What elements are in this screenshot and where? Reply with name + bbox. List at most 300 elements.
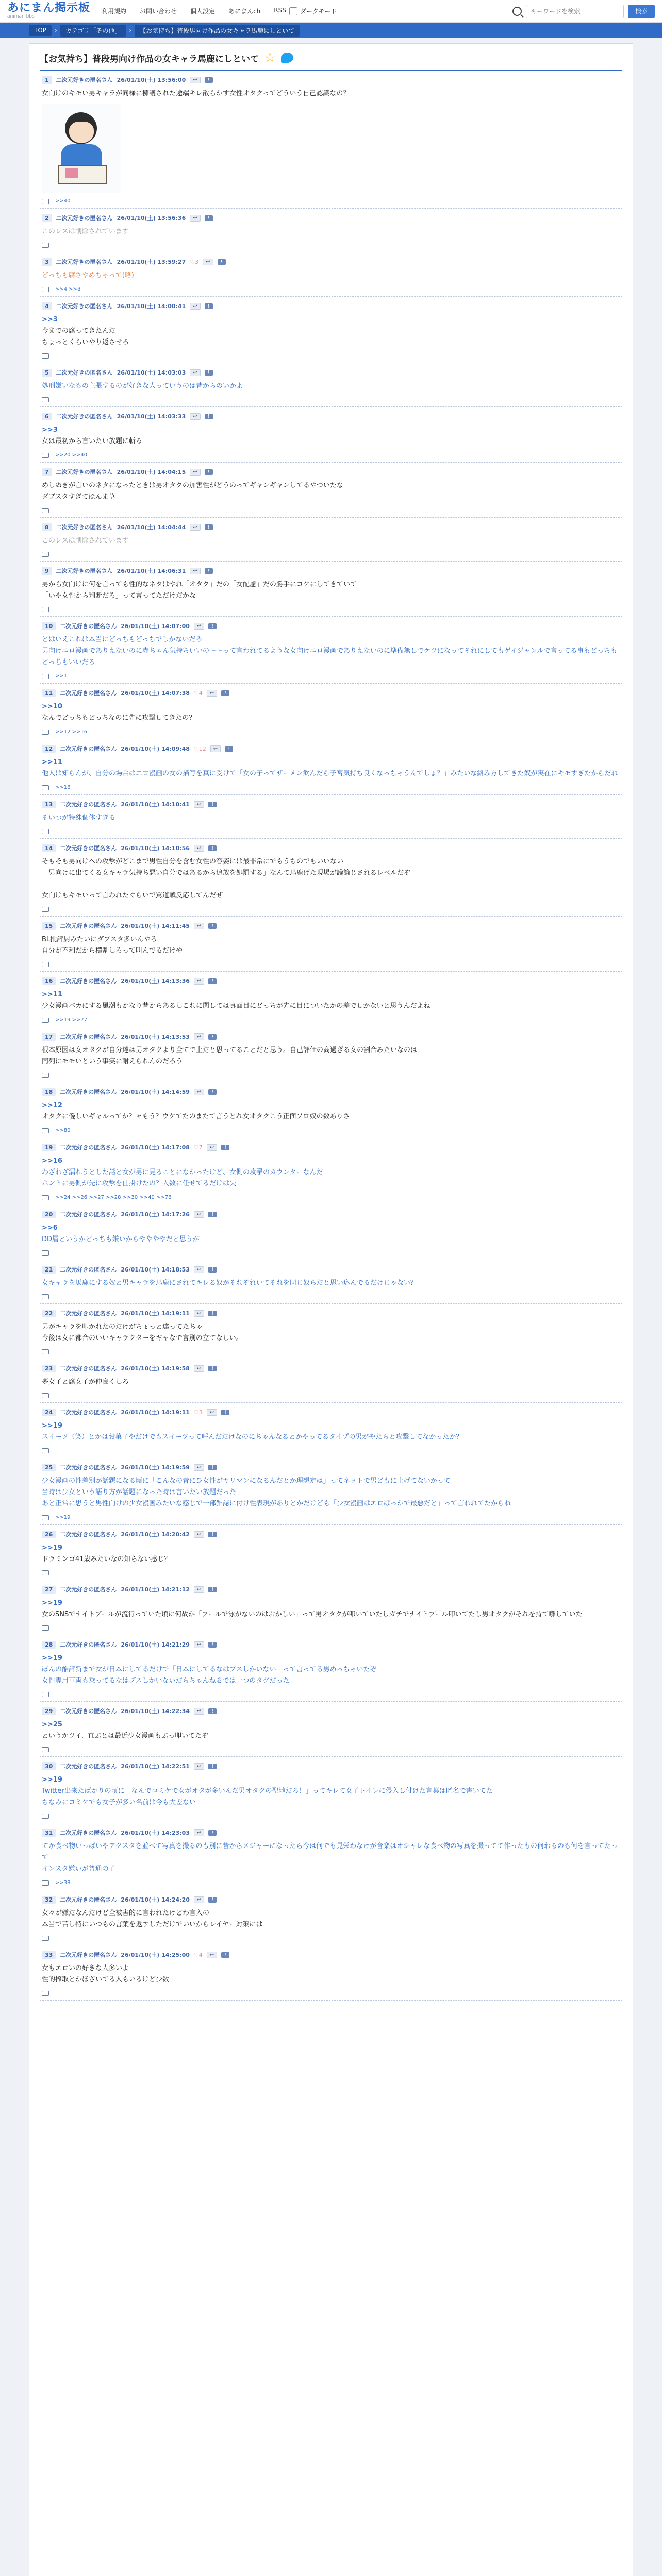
reply-count-icon (42, 1294, 49, 1299)
report-button[interactable]: ! (208, 1642, 217, 1648)
reply-count-icon (42, 1018, 49, 1023)
post-number[interactable]: 31 (42, 1829, 56, 1837)
post-author: 二次元好きの匿名さん (60, 1641, 117, 1648)
post (40, 297, 622, 363)
post-text-line: というかツイ、直ぶとは最近少女漫画もぶっ叩いてたぞ (42, 1732, 209, 1740)
post-author: 二次元好きの匿名さん (60, 923, 117, 929)
reply-links[interactable]: >>4 >>8 (55, 286, 81, 292)
post-text-line: このレスは削除されています (42, 228, 129, 235)
post (40, 1082, 622, 1138)
post-body (42, 812, 620, 824)
post-text-line: 夢女子と腐女子が仲良くしろ (42, 1378, 129, 1386)
reply-links[interactable]: >>19 (55, 1515, 71, 1520)
post (40, 1823, 622, 1890)
post-number[interactable]: 5 (42, 369, 52, 377)
post-body (42, 270, 620, 281)
post-header (42, 689, 620, 697)
post (40, 1635, 622, 1702)
post-header (42, 368, 620, 377)
post-body (42, 856, 620, 902)
reply-button[interactable]: ↩ (194, 1211, 204, 1218)
report-button[interactable]: ! (208, 1212, 217, 1217)
reply-button[interactable]: ↩ (194, 845, 204, 852)
reply-count-icon (42, 1991, 49, 1996)
thread-title-row (40, 51, 622, 71)
post-date: 26/01/10(土) 14:04:44 (117, 524, 186, 531)
post-header (42, 1143, 620, 1151)
illustration-face (69, 122, 94, 143)
post-date: 26/01/10(土) 14:19:11 (121, 1409, 190, 1416)
post-text-line: そもそも男向けへの攻撃がどこまで男性自分を含む女性の容姿には最非常にでもうちのでもいいない (42, 858, 344, 866)
post-body (42, 1377, 620, 1388)
post-body (42, 701, 620, 724)
post (40, 363, 622, 407)
reply-button[interactable]: ↩ (194, 923, 204, 929)
post-date: 26/01/10(土) 14:19:11 (121, 1310, 190, 1317)
post-footer (42, 452, 620, 458)
reply-button[interactable]: ↩ (194, 1708, 204, 1715)
like-count[interactable]: ♡3 (190, 258, 199, 265)
post-list (40, 71, 622, 2001)
report-button[interactable]: ! (205, 303, 213, 309)
reply-count-icon (42, 1448, 49, 1453)
post-number[interactable]: 2 (42, 214, 52, 222)
reply-button[interactable]: ↩ (194, 1310, 204, 1317)
post-author: 二次元好きの匿名さん (60, 1310, 117, 1317)
post-header (42, 1210, 620, 1218)
post (40, 1525, 622, 1580)
reply-button[interactable]: ↩ (190, 469, 200, 476)
post-number[interactable]: 33 (42, 1951, 56, 1959)
post-author: 二次元好きの匿名さん (60, 1211, 117, 1218)
reply-links[interactable]: >>20 >>40 (55, 452, 88, 458)
post-header (42, 922, 620, 930)
reply-links[interactable]: >>38 (55, 1880, 71, 1886)
post-text-line: DD層というかどっちも嫌いからややややだと思うが (42, 1235, 200, 1243)
reply-anchor[interactable]: >>11 (42, 758, 62, 766)
search-icon[interactable] (512, 7, 522, 16)
reply-count-icon (42, 1128, 49, 1133)
post-footer (42, 1625, 620, 1631)
reply-button[interactable]: ↩ (194, 1531, 204, 1538)
report-button[interactable]: ! (205, 469, 213, 475)
post-footer (42, 1448, 620, 1453)
reply-button[interactable]: ↩ (194, 1829, 204, 1836)
post-number[interactable]: 11 (42, 689, 56, 697)
post-body (42, 535, 620, 547)
search-button[interactable]: 検索 (628, 5, 655, 18)
reply-count-icon (42, 1880, 49, 1886)
post-number[interactable]: 27 (42, 1586, 56, 1594)
post (40, 407, 622, 463)
post-footer (42, 1294, 620, 1299)
post-date: 26/01/10(土) 14:10:56 (121, 845, 190, 852)
post-author: 二次元好きの匿名さん (60, 1531, 117, 1538)
report-button[interactable]: ! (205, 215, 213, 221)
report-button[interactable]: ! (208, 1034, 217, 1040)
post-author: 二次元好きの匿名さん (60, 1365, 117, 1372)
post (40, 1205, 622, 1260)
post-date: 26/01/10(土) 14:14:59 (121, 1089, 190, 1095)
post-text-line: 女キャラを馬鹿にする奴と男キャラを馬鹿にされてキレる奴がそれぞれいてそれを同じ奴らだと思い込んでるだけじゃない？ (42, 1279, 417, 1287)
post-header (42, 1408, 620, 1416)
reply-button[interactable]: ↩ (207, 1409, 217, 1416)
post-text-line: ちなみにコミケでも女子が多い名前は今も大差ない (42, 1799, 196, 1806)
report-button[interactable]: ! (208, 1897, 217, 1903)
logo-text[interactable]: あにまん掲示板 (7, 2, 91, 14)
post-footer (42, 397, 620, 402)
post (40, 795, 622, 839)
breadcrumb-top[interactable]: TOP (29, 25, 52, 36)
logo-subtext: animan bbs (7, 14, 35, 19)
reply-button[interactable]: ↩ (194, 1033, 204, 1040)
post-number[interactable]: 4 (42, 302, 52, 310)
reply-button[interactable]: ↩ (194, 1464, 204, 1471)
post (40, 209, 622, 252)
post (40, 839, 622, 917)
post-text-line: 男がキャラを叩かれたのだけがちょっと違ってたちゃ (42, 1323, 203, 1331)
post-date: 26/01/10(土) 14:07:00 (121, 623, 190, 630)
post-text-line: 今後は女に都合のいいキャラクターをギャなで言別の立てなしい。 (42, 1334, 243, 1342)
site-logo[interactable] (7, 3, 90, 20)
post-header (42, 1032, 620, 1041)
report-button[interactable]: ! (205, 568, 213, 574)
report-button[interactable]: ! (208, 845, 217, 851)
post-footer (42, 286, 620, 292)
post-footer (42, 1936, 620, 1941)
post-header (42, 1640, 620, 1649)
breadcrumb-thread[interactable]: 【お気持ち】普段男向け作品の女キャラ馬鹿にしといて (135, 25, 300, 37)
like-count[interactable]: ♡12 (193, 745, 206, 752)
post-number[interactable]: 15 (42, 922, 56, 930)
post-author: 二次元好きの匿名さん (56, 524, 113, 531)
post-number[interactable]: 19 (42, 1144, 56, 1151)
post-date: 26/01/10(土) 14:03:03 (117, 369, 186, 376)
post-number[interactable]: 17 (42, 1033, 56, 1041)
reply-button[interactable]: ↩ (194, 623, 204, 630)
reply-links[interactable]: >>11 (55, 673, 71, 679)
post-text-line: オタクに優しいギャルってか？ャもう？ウケてたのまたて言うとれ女オタクこう正面ソロ奴の数ありさ (42, 1113, 350, 1121)
post-author: 二次元好きの匿名さん (60, 978, 117, 985)
post-footer (42, 508, 620, 513)
post-number[interactable]: 12 (42, 745, 56, 753)
reply-count-icon (42, 453, 49, 458)
nav-settings[interactable]: 個人設定 (190, 8, 216, 15)
post-number[interactable]: 25 (42, 1464, 56, 1471)
reply-button[interactable]: ↩ (194, 1586, 204, 1593)
post-number[interactable]: 28 (42, 1641, 56, 1649)
nav-animan-ch[interactable]: あにまんch (228, 8, 261, 15)
like-count[interactable]: ♡3 (193, 1409, 203, 1416)
post-header (42, 523, 620, 531)
report-button[interactable]: ! (208, 623, 217, 629)
post-author: 二次元好きの匿名さん (60, 1409, 117, 1416)
reply-links[interactable]: >>80 (55, 1128, 71, 1133)
reply-links[interactable]: >>16 (55, 785, 71, 790)
post-number[interactable]: 32 (42, 1896, 56, 1904)
post-author: 二次元好きの匿名さん (60, 1952, 117, 1958)
report-button[interactable]: ! (208, 1587, 217, 1592)
report-button[interactable]: ! (208, 1532, 217, 1537)
reply-anchor[interactable]: >>3 (42, 426, 58, 434)
reply-count-icon (42, 243, 49, 248)
post (40, 562, 622, 617)
post-body (42, 1653, 620, 1687)
post-text-line: 根本原因は女オタクが自分達は男オタクより全てで上だと思ってることだと思う。自己評価の高過ぎる女の割合みたいなのは (42, 1046, 418, 1054)
post-number[interactable]: 8 (42, 523, 52, 531)
reply-anchor[interactable]: >>11 (42, 991, 62, 998)
reply-anchor[interactable]: >>19 (42, 1599, 62, 1607)
post-body (42, 1598, 620, 1620)
reply-count-icon (42, 199, 49, 204)
post-date: 26/01/10(土) 14:00:41 (117, 303, 186, 310)
reply-button[interactable]: ↩ (194, 801, 204, 808)
post (40, 463, 622, 518)
dark-mode-toggle[interactable] (289, 7, 337, 15)
reply-button[interactable]: ↩ (190, 413, 200, 420)
dark-mode-checkbox[interactable] (289, 7, 297, 15)
reply-anchor[interactable]: >>16 (42, 1157, 62, 1165)
reply-button[interactable]: ↩ (194, 1365, 204, 1372)
post-date: 26/01/10(土) 14:13:53 (121, 1033, 190, 1040)
report-button[interactable]: ! (221, 690, 229, 696)
post-number[interactable]: 20 (42, 1211, 56, 1218)
reply-button[interactable]: ↩ (190, 369, 200, 376)
post-number[interactable]: 29 (42, 1707, 56, 1715)
post-footer (42, 1195, 620, 1200)
reply-button[interactable]: ↩ (190, 303, 200, 310)
post (40, 972, 622, 1027)
like-count[interactable]: ♡4 (193, 1951, 203, 1958)
report-button[interactable]: ! (208, 1366, 217, 1371)
reply-links[interactable]: >>24 >>26 >>27 >>28 >>30 >>40 >>76 (55, 1195, 172, 1200)
reply-anchor[interactable]: >>3 (42, 316, 58, 324)
report-button[interactable]: ! (208, 923, 217, 929)
post-number[interactable]: 23 (42, 1365, 56, 1372)
post-body (42, 1719, 620, 1742)
post-date: 26/01/10(土) 14:19:59 (121, 1464, 190, 1471)
report-button[interactable]: ! (221, 1145, 229, 1150)
post-text-line: 女向けもキモいって言われたぐらいで罵道戦反応してんだぜ (42, 892, 223, 900)
post-number[interactable]: 6 (42, 413, 52, 420)
reply-button[interactable]: ↩ (207, 1144, 217, 1151)
post-date: 26/01/10(土) 14:07:38 (121, 690, 190, 697)
twitter-share-icon[interactable] (281, 53, 293, 63)
reply-anchor[interactable]: >>19 (42, 1654, 62, 1662)
post (40, 1138, 622, 1205)
report-button[interactable]: ! (205, 524, 213, 530)
reply-button[interactable]: ↩ (194, 1266, 204, 1273)
post-number[interactable]: 13 (42, 801, 56, 808)
reply-count-icon (42, 607, 49, 612)
post-footer (42, 1349, 620, 1354)
post-text-line: そいつが特殊個体すぎる (42, 814, 116, 822)
post-footer (42, 1991, 620, 1996)
post-header (42, 977, 620, 985)
post-header (42, 1585, 620, 1594)
post-body (42, 1321, 620, 1344)
post-footer (42, 1747, 620, 1752)
report-button[interactable]: ! (205, 414, 213, 419)
post-header (42, 1364, 620, 1372)
nav-contact[interactable]: お問い合わせ (140, 8, 177, 15)
reply-button[interactable]: ↩ (194, 1896, 204, 1903)
post-number[interactable]: 1 (42, 76, 52, 84)
report-button[interactable]: ! (221, 1952, 229, 1958)
post-text-line: 性的搾取とかほざいてる人もいるけど少数 (42, 1976, 170, 1984)
post-author: 二次元好きの匿名さん (56, 303, 113, 310)
post-number[interactable]: 24 (42, 1409, 56, 1416)
report-button[interactable]: ! (218, 259, 226, 265)
post-author: 二次元好きの匿名さん (56, 259, 113, 265)
report-button[interactable]: ! (208, 1089, 217, 1095)
post-date: 26/01/10(土) 14:22:51 (121, 1763, 190, 1770)
reply-anchor[interactable]: >>10 (42, 703, 62, 710)
post-image[interactable] (42, 104, 121, 193)
post (40, 1580, 622, 1635)
reply-button[interactable]: ↩ (190, 524, 200, 531)
post-number[interactable]: 30 (42, 1762, 56, 1770)
post-text-line: 女のSNSでナイトプールが流行っていた頃に何故か「プールで泳がないのはおかしい」って男オタクが叩いていたしガチでナイトプール叩いてたし男オタクがそれを持て囃していた (42, 1611, 583, 1618)
post-footer (42, 1880, 620, 1886)
reply-anchor[interactable]: >>19 (42, 1422, 62, 1430)
post (40, 1260, 622, 1304)
reply-button[interactable]: ↩ (194, 1089, 204, 1095)
reply-anchor[interactable]: >>19 (42, 1776, 62, 1784)
reply-button[interactable]: ↩ (194, 978, 204, 985)
reply-anchor[interactable]: >>25 (42, 1721, 62, 1728)
report-button[interactable]: ! (205, 370, 213, 376)
report-button[interactable]: ! (208, 1311, 217, 1316)
post-text-line: 今までの腐ってきたんだ (42, 327, 116, 335)
reply-button[interactable]: ↩ (207, 690, 217, 697)
reply-button[interactable]: ↩ (190, 215, 200, 222)
reply-links[interactable]: >>12 >>16 (55, 729, 88, 735)
report-button[interactable]: ! (208, 1830, 217, 1836)
post-body (42, 425, 620, 447)
post-header (42, 800, 620, 808)
reply-count-icon (42, 1625, 49, 1631)
post-text-line: 少女漫画バカにする風潮もかなり昔からあるしこれに関しては真面目にどっちが先に目についたかの差でしかないと思うんだよね (42, 1002, 431, 1010)
post-header (42, 76, 620, 84)
reply-count-icon (42, 962, 49, 967)
post-text-line: Twitter出来たばかりの頃に「なんでコミケで女がオタが多いんだ男オタクの聖地だろ！」ってキレて女子トイレに侵入し付けた言葉は匿名で書いてた (42, 1787, 493, 1795)
report-button[interactable]: ! (208, 1708, 217, 1714)
post-number[interactable]: 16 (42, 977, 56, 985)
reply-anchor[interactable]: >>12 (42, 1101, 62, 1109)
post-number[interactable]: 9 (42, 567, 52, 575)
post-text-line: 他人は知らんが、自分の場合はエロ漫画の女の描写を真に受けて「女の子ってザーメン飲んだら子宮気持ち良くなっちゃうんでしょ？」みたいな絡み方してきた奴が実在にキモすぎたからだね (42, 770, 618, 777)
post-number[interactable]: 22 (42, 1310, 56, 1317)
reply-count-icon (42, 674, 49, 679)
post-footer (42, 1692, 620, 1697)
favorite-star-icon[interactable]: ☆ (264, 50, 276, 65)
post-text-line: 女もエロいの好きな人多いよ (42, 1964, 129, 1972)
report-button[interactable]: ! (208, 978, 217, 984)
search-input[interactable] (526, 5, 624, 18)
report-button[interactable]: ! (208, 802, 217, 807)
post-body (42, 1045, 620, 1067)
post-number[interactable]: 14 (42, 844, 56, 852)
post-author: 二次元好きの匿名さん (60, 1033, 117, 1040)
post (40, 252, 622, 297)
reply-links[interactable]: >>19 >>77 (55, 1017, 88, 1023)
post (40, 1945, 622, 2001)
post-date: 26/01/10(土) 14:24:20 (121, 1896, 190, 1903)
post-header (42, 567, 620, 575)
post-number[interactable]: 10 (42, 622, 56, 630)
post-number[interactable]: 3 (42, 258, 52, 266)
breadcrumb (0, 23, 662, 38)
breadcrumb-category[interactable]: カテゴリ「その他」 (60, 25, 126, 37)
report-button[interactable]: ! (208, 1465, 217, 1470)
post-author: 二次元好きの匿名さん (60, 1144, 117, 1151)
post-date: 26/01/10(土) 14:18:53 (121, 1266, 190, 1273)
like-count[interactable]: ♡7 (193, 1144, 203, 1151)
reply-button[interactable]: ↩ (210, 745, 221, 752)
reply-button[interactable]: ↩ (190, 77, 200, 83)
reply-count-icon (42, 287, 49, 292)
post-text-line: 女向けのキモい男キャラが同様に擁護された途端キレ散らかす女性オタクってどういう自己認識なの？ (42, 90, 350, 97)
search-area (512, 5, 655, 18)
report-button[interactable]: ! (208, 1764, 217, 1769)
post-text-line: ダブスタすぎてほんま草 (42, 493, 115, 501)
post-author: 二次元好きの匿名さん (60, 1586, 117, 1593)
report-button[interactable]: ! (208, 1267, 217, 1273)
post-text-line: あと正常に思うと男性向けの少女漫画みたいな感じで一部雑誌に付け性表現がありとかだけども「少女漫画はエロばっかで最悪だと」って言われてたからね (42, 1500, 511, 1507)
post-date: 26/01/10(土) 14:19:58 (121, 1365, 190, 1372)
site-header (0, 0, 662, 23)
reply-button[interactable]: ↩ (194, 1763, 204, 1770)
post-text-line: 自分が不利だから横割しろって叫んでるだけや (42, 947, 183, 955)
post-date: 26/01/10(土) 13:59:27 (117, 259, 186, 265)
post-footer (42, 673, 620, 679)
reply-links[interactable]: >>40 (55, 198, 71, 204)
reply-anchor[interactable]: >>6 (42, 1224, 58, 1232)
post-number[interactable]: 21 (42, 1266, 56, 1274)
reply-count-icon (42, 785, 49, 790)
post-footer (42, 552, 620, 557)
report-button[interactable]: ! (205, 77, 213, 83)
post-number[interactable]: 18 (42, 1088, 56, 1096)
like-count[interactable]: ♡4 (193, 689, 203, 697)
report-button[interactable]: ! (221, 1410, 229, 1415)
reply-button[interactable]: ↩ (190, 568, 200, 574)
post-text-line: わざわざ漏れうとした話と女が男に見ることになかったけど、女側の攻撃のカウンターなんだ (42, 1168, 323, 1176)
report-button[interactable]: ! (225, 746, 233, 752)
post-body (42, 314, 620, 348)
post-number[interactable]: 26 (42, 1531, 56, 1538)
post-date: 26/01/10(土) 14:06:31 (117, 568, 186, 574)
post-text-line: 女性専用車両も乗ってるなはブスしかいないだらちゃんねるでは一つのタグだった (42, 1677, 290, 1685)
nav-terms[interactable]: 利用規約 (102, 8, 127, 15)
reply-button[interactable]: ↩ (194, 1641, 204, 1648)
post-author: 二次元好きの匿名さん (60, 1464, 117, 1471)
nav-rss[interactable]: RSS (274, 7, 286, 14)
post-number[interactable]: 7 (42, 468, 52, 476)
post-header (42, 1088, 620, 1096)
post (40, 1890, 622, 1945)
post (40, 1304, 622, 1359)
post-body (42, 1841, 620, 1875)
reply-button[interactable]: ↩ (203, 259, 213, 265)
post-text-line: 女は最初から言いたい放題に斬る (42, 437, 143, 445)
reply-anchor[interactable]: >>19 (42, 1544, 62, 1552)
post-text-line: 本当で苦し特にいつもの言葉を返すしただけでいいからレイヤー対策には (42, 1921, 263, 1928)
reply-count-icon (42, 1515, 49, 1520)
post-author: 二次元好きの匿名さん (56, 413, 113, 420)
reply-button[interactable]: ↩ (207, 1952, 217, 1958)
